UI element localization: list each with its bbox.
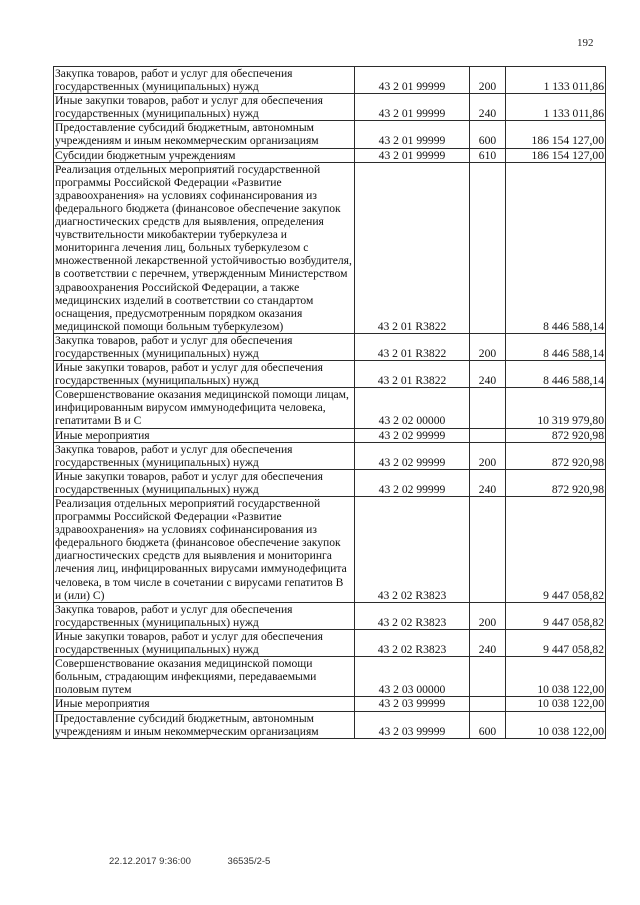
row-code: 43 2 02 99999 [355, 469, 470, 496]
row-type: 240 [470, 94, 506, 121]
row-name: Закупка товаров, работ и услуг для обеспечения государственных (муниципальных) нужд [54, 67, 355, 94]
row-name: Иные закупки товаров, работ и услуг для обеспечения государственных (муниципальных) нужд [54, 94, 355, 121]
row-type [470, 697, 506, 711]
row-code: 43 2 01 99999 [355, 94, 470, 121]
row-amount: 186 154 127,00 [506, 148, 606, 162]
row-amount: 8 446 588,14 [506, 162, 606, 333]
row-name: Иные мероприятия [54, 697, 355, 711]
table-row [54, 428, 606, 442]
budget-table [53, 66, 606, 739]
footer-datetime: 22.12.2017 9:36:00 [109, 856, 191, 867]
table-row [54, 629, 606, 656]
row-amount: 10 038 122,00 [506, 697, 606, 711]
row-type: 240 [470, 469, 506, 496]
row-type: 610 [470, 148, 506, 162]
table-row [54, 67, 606, 94]
table-row [54, 497, 606, 603]
row-code: 43 2 02 99999 [355, 428, 470, 442]
row-amount: 872 920,98 [506, 442, 606, 469]
row-amount: 9 447 058,82 [506, 497, 606, 603]
row-code: 43 2 01 99999 [355, 67, 470, 94]
row-code: 43 2 03 00000 [355, 657, 470, 697]
row-name: Иные закупки товаров, работ и услуг для обеспечения государственных (муниципальных) нужд [54, 361, 355, 388]
table-row [54, 148, 606, 162]
row-name: Закупка товаров, работ и услуг для обеспечения государственных (муниципальных) нужд [54, 442, 355, 469]
row-amount: 186 154 127,00 [506, 121, 606, 148]
table-row [54, 121, 606, 148]
row-code: 43 2 02 99999 [355, 442, 470, 469]
row-name: Иные мероприятия [54, 428, 355, 442]
row-name: Закупка товаров, работ и услуг для обеспечения государственных (муниципальных) нужд [54, 333, 355, 360]
row-type: 200 [470, 442, 506, 469]
row-type [470, 657, 506, 697]
page-number: 192 [577, 37, 594, 49]
row-type [470, 497, 506, 603]
footer [109, 856, 304, 867]
row-name: Иные закупки товаров, работ и услуг для обеспечения государственных (муниципальных) нужд [54, 629, 355, 656]
row-name: Закупка товаров, работ и услуг для обеспечения государственных (муниципальных) нужд [54, 602, 355, 629]
row-amount: 1 133 011,86 [506, 94, 606, 121]
table-row [54, 469, 606, 496]
row-type: 200 [470, 333, 506, 360]
table-row [54, 697, 606, 711]
row-type [470, 428, 506, 442]
row-code: 43 2 02 R3823 [355, 602, 470, 629]
table-row [54, 657, 606, 697]
row-code: 43 2 03 99999 [355, 711, 470, 738]
budget-table-body [54, 67, 606, 739]
row-code: 43 2 03 99999 [355, 697, 470, 711]
table-row [54, 442, 606, 469]
table-row [54, 711, 606, 738]
row-code: 43 2 01 99999 [355, 148, 470, 162]
row-code: 43 2 01 R3822 [355, 333, 470, 360]
row-type [470, 388, 506, 428]
table-row [54, 333, 606, 360]
row-name: Реализация отдельных мероприятий государственной программы Российской Федерации «Развитие здравоохранения» на условиях софинансирования из федерального бюджета (финансовое обеспечение закупок диагностических средств для выявления и мониторинга лечения лиц, инфицированных вирусами иммунодефицита человека, в том числе в сочетании с вирусами гепатитов В и (или) С) [54, 497, 355, 603]
table-row [54, 602, 606, 629]
table-row [54, 162, 606, 333]
row-amount: 872 920,98 [506, 428, 606, 442]
row-name: Предоставление субсидий бюджетным, автономным учреждениям и иным некоммерческим организациям [54, 121, 355, 148]
row-type: 240 [470, 361, 506, 388]
row-type: 200 [470, 602, 506, 629]
row-name: Иные закупки товаров, работ и услуг для обеспечения государственных (муниципальных) нужд [54, 469, 355, 496]
row-amount: 10 038 122,00 [506, 711, 606, 738]
row-amount: 8 446 588,14 [506, 333, 606, 360]
row-type: 200 [470, 67, 506, 94]
footer-doc-id: 36535/2-5 [227, 856, 271, 867]
row-type: 600 [470, 711, 506, 738]
row-amount: 8 446 588,14 [506, 361, 606, 388]
row-type: 240 [470, 629, 506, 656]
row-name: Реализация отдельных мероприятий государственной программы Российской Федерации «Развитие здравоохранения» на условиях софинансирования из федерального бюджета (финансовое обеспечение закупок диагностических средств для выявления, определения чувствительности микобактерии туберкулеза и мониторинга лечения лиц, больных туберкулезом с множественной лекарственной устойчивостью возбудителя, в соответствии с перечнем, утвержденным Министерством здравоохранения Российской Федерации, а также медицинских изделий в соответствии со стандартом оснащения, предусмотренным порядком оказания медицинской помощи больным туберкулезом) [54, 162, 355, 333]
row-amount: 10 319 979,80 [506, 388, 606, 428]
row-code: 43 2 02 00000 [355, 388, 470, 428]
row-code: 43 2 01 R3822 [355, 361, 470, 388]
row-amount: 9 447 058,82 [506, 602, 606, 629]
row-amount: 9 447 058,82 [506, 629, 606, 656]
row-name: Совершенствование оказания медицинской помощи больным, страдающим инфекциями, передаваемыми половым путем [54, 657, 355, 697]
table-row [54, 361, 606, 388]
row-type [470, 162, 506, 333]
row-code: 43 2 01 99999 [355, 121, 470, 148]
table-row [54, 388, 606, 428]
row-amount: 872 920,98 [506, 469, 606, 496]
row-name: Совершенствование оказания медицинской помощи лицам, инфицированным вирусом иммунодефицита человека, гепатитами В и С [54, 388, 355, 428]
table-row [54, 94, 606, 121]
row-code: 43 2 01 R3822 [355, 162, 470, 333]
row-amount: 10 038 122,00 [506, 657, 606, 697]
row-type: 600 [470, 121, 506, 148]
row-name: Предоставление субсидий бюджетным, автономным учреждениям и иным некоммерческим организациям [54, 711, 355, 738]
row-amount: 1 133 011,86 [506, 67, 606, 94]
row-name: Субсидии бюджетным учреждениям [54, 148, 355, 162]
row-code: 43 2 02 R3823 [355, 497, 470, 603]
row-code: 43 2 02 R3823 [355, 629, 470, 656]
